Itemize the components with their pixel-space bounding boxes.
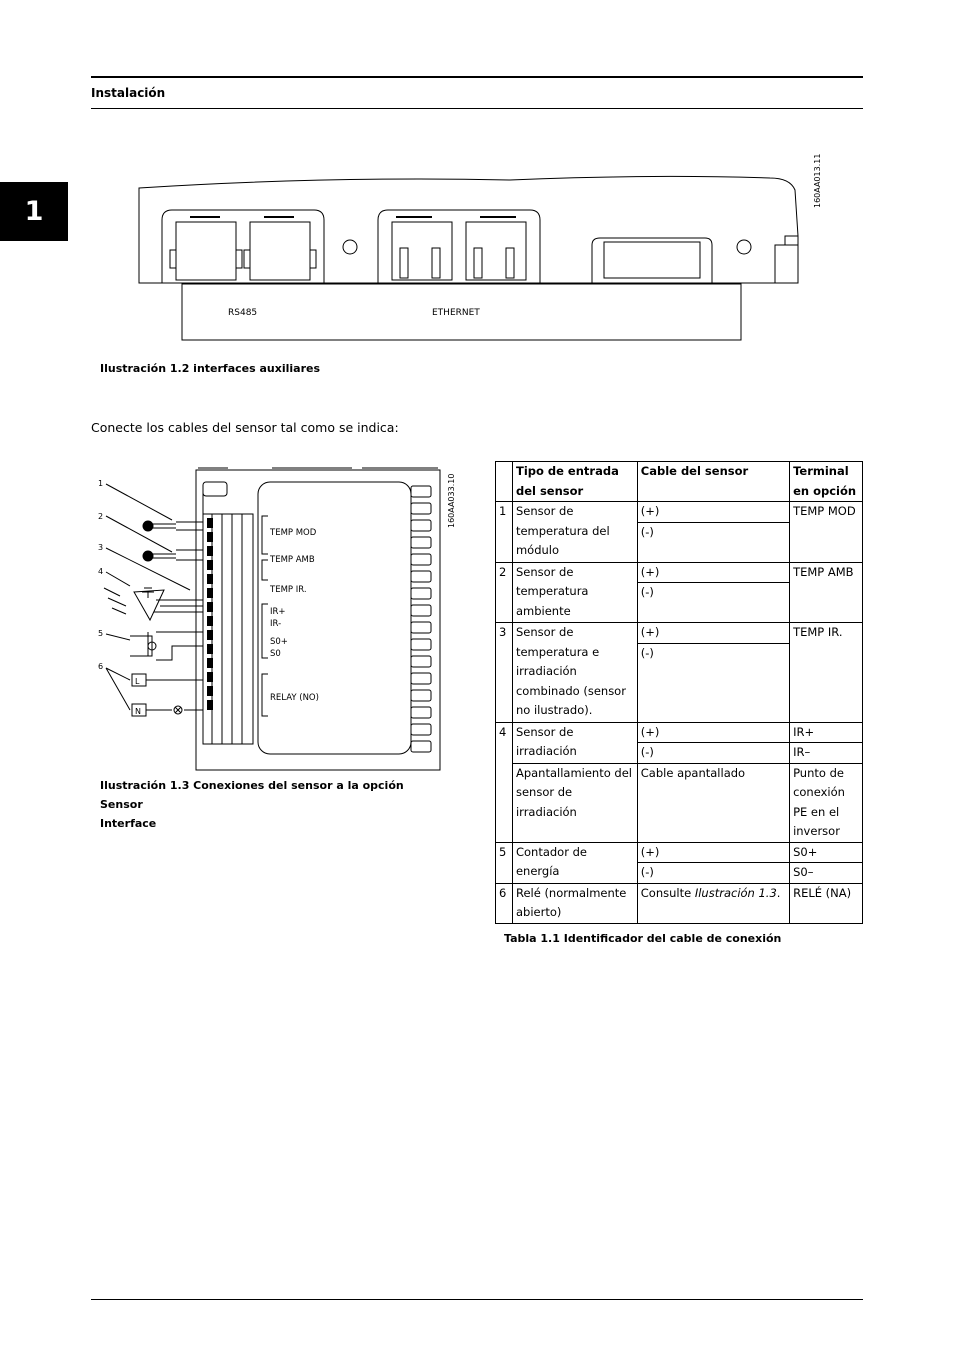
row-terminal: Punto de conexión PE en el inversor bbox=[790, 763, 863, 842]
terminal-label-ir-minus: IR- bbox=[270, 619, 282, 629]
row-cable: Cable apantallado bbox=[637, 763, 789, 842]
row-cable-plus: (+) bbox=[637, 722, 789, 743]
row-terminal-plus: IR+ bbox=[790, 722, 863, 743]
terminal-label-s0-plus: S0+ bbox=[270, 637, 288, 647]
row-cable-minus: (-) bbox=[637, 863, 789, 884]
cable-table bbox=[495, 461, 863, 924]
row-sensor-type: Relé (normalmente abierto) bbox=[512, 883, 637, 923]
figure-caption-1-2: Ilustración 1.2 interfaces auxiliares bbox=[100, 362, 320, 375]
terminal-label-temp-amb: TEMP AMB bbox=[270, 555, 315, 565]
row-cable-plus: (+) bbox=[637, 842, 789, 863]
table-caption: Tabla 1.1 Identificador del cable de conexión bbox=[504, 932, 782, 945]
illustration-reference: Ilustración 1.3 bbox=[694, 885, 777, 900]
row-terminal: TEMP IR. bbox=[790, 623, 863, 723]
header-top-rule bbox=[91, 76, 863, 78]
row-number: 2 bbox=[496, 562, 513, 623]
figure-sensor-connections bbox=[90, 460, 465, 778]
terminal-label-relay: RELAY (NO) bbox=[270, 693, 319, 703]
table-row bbox=[496, 842, 863, 863]
row-cable-minus: (-) bbox=[637, 643, 789, 722]
row-cable-suffix: . bbox=[776, 885, 781, 900]
row-terminal: TEMP MOD bbox=[790, 502, 863, 563]
terminal-label-temp-mod: TEMP MOD bbox=[270, 528, 317, 538]
row-number: 3 bbox=[496, 623, 513, 723]
table-row bbox=[496, 562, 863, 583]
row-sensor-type: Sensor de temperatura del módulo bbox=[512, 502, 637, 563]
callout-5: 5 bbox=[98, 629, 104, 638]
row-terminal-minus: IR– bbox=[790, 743, 863, 764]
row-terminal-plus: S0+ bbox=[790, 842, 863, 863]
table-header-cable: Cable del sensor bbox=[637, 462, 789, 502]
terminal-label-temp-ir: TEMP IR. bbox=[270, 585, 307, 595]
table-header-num bbox=[496, 462, 513, 502]
row-terminal-minus: S0– bbox=[790, 863, 863, 884]
table-row bbox=[496, 763, 863, 842]
row-cable-plus: (+) bbox=[637, 623, 789, 644]
header-title: Instalación bbox=[91, 86, 166, 100]
table-row bbox=[496, 722, 863, 743]
callout-2: 2 bbox=[98, 512, 104, 521]
rs485-label: RS485 bbox=[228, 308, 258, 318]
row-sensor-type: Sensor de temperatura ambiente bbox=[512, 562, 637, 623]
line-label-n: N bbox=[135, 707, 141, 716]
row-cable-minus: (-) bbox=[637, 583, 789, 623]
table-header-row bbox=[496, 462, 863, 502]
figure-code: 160AA013.11 bbox=[813, 153, 822, 208]
figure-caption-1-3-line2: Interface bbox=[100, 817, 157, 830]
figure-caption-1-3-line1: Ilustración 1.3 Conexiones del sensor a la opción Sensor bbox=[100, 779, 404, 811]
intro-text: Conecte los cables del sensor tal como se indica: bbox=[91, 420, 399, 435]
callout-6: 6 bbox=[98, 662, 104, 671]
row-cable-minus: (-) bbox=[637, 522, 789, 562]
row-cable bbox=[637, 883, 789, 923]
row-sensor-type: Sensor de temperatura e irradiación combinado (sensor no ilustrado). bbox=[512, 623, 637, 723]
table-row bbox=[496, 502, 863, 523]
row-sensor-type: Sensor de irradiación bbox=[512, 722, 637, 763]
table-row bbox=[496, 883, 863, 923]
header-bottom-rule bbox=[91, 108, 863, 109]
row-number: 4 bbox=[496, 722, 513, 842]
ethernet-label: ETHERNET bbox=[432, 308, 480, 318]
chapter-tab: 1 bbox=[0, 182, 68, 241]
figure-auxiliary-interfaces bbox=[130, 150, 830, 345]
row-cable-plus: (+) bbox=[637, 562, 789, 583]
callout-3: 3 bbox=[98, 543, 104, 552]
callout-4: 4 bbox=[98, 567, 104, 576]
row-sensor-type: Contador de energía bbox=[512, 842, 637, 883]
figure-caption-1-3 bbox=[100, 776, 430, 833]
terminal-label-ir-plus: IR+ bbox=[270, 607, 286, 617]
row-terminal: TEMP AMB bbox=[790, 562, 863, 623]
row-cable-plus: (+) bbox=[637, 502, 789, 523]
row-terminal: RELÉ (NA) bbox=[790, 883, 863, 923]
row-number: 5 bbox=[496, 842, 513, 883]
row-number: 6 bbox=[496, 883, 513, 923]
row-cable-minus: (-) bbox=[637, 743, 789, 764]
table-row bbox=[496, 623, 863, 644]
figure-code: 160AA033.10 bbox=[447, 473, 456, 528]
row-number: 1 bbox=[496, 502, 513, 563]
row-sensor-type: Apantallamiento del sensor de irradiación bbox=[512, 763, 637, 842]
callout-1: 1 bbox=[98, 479, 104, 488]
terminal-label-s0: S0 bbox=[270, 649, 281, 659]
table-header-terminal: Terminal en opción bbox=[790, 462, 863, 502]
line-label-l: L bbox=[135, 677, 140, 686]
row-cable-prefix: Consulte bbox=[640, 885, 695, 900]
table-header-type: Tipo de entrada del sensor bbox=[512, 462, 637, 502]
footer-rule bbox=[91, 1299, 863, 1300]
